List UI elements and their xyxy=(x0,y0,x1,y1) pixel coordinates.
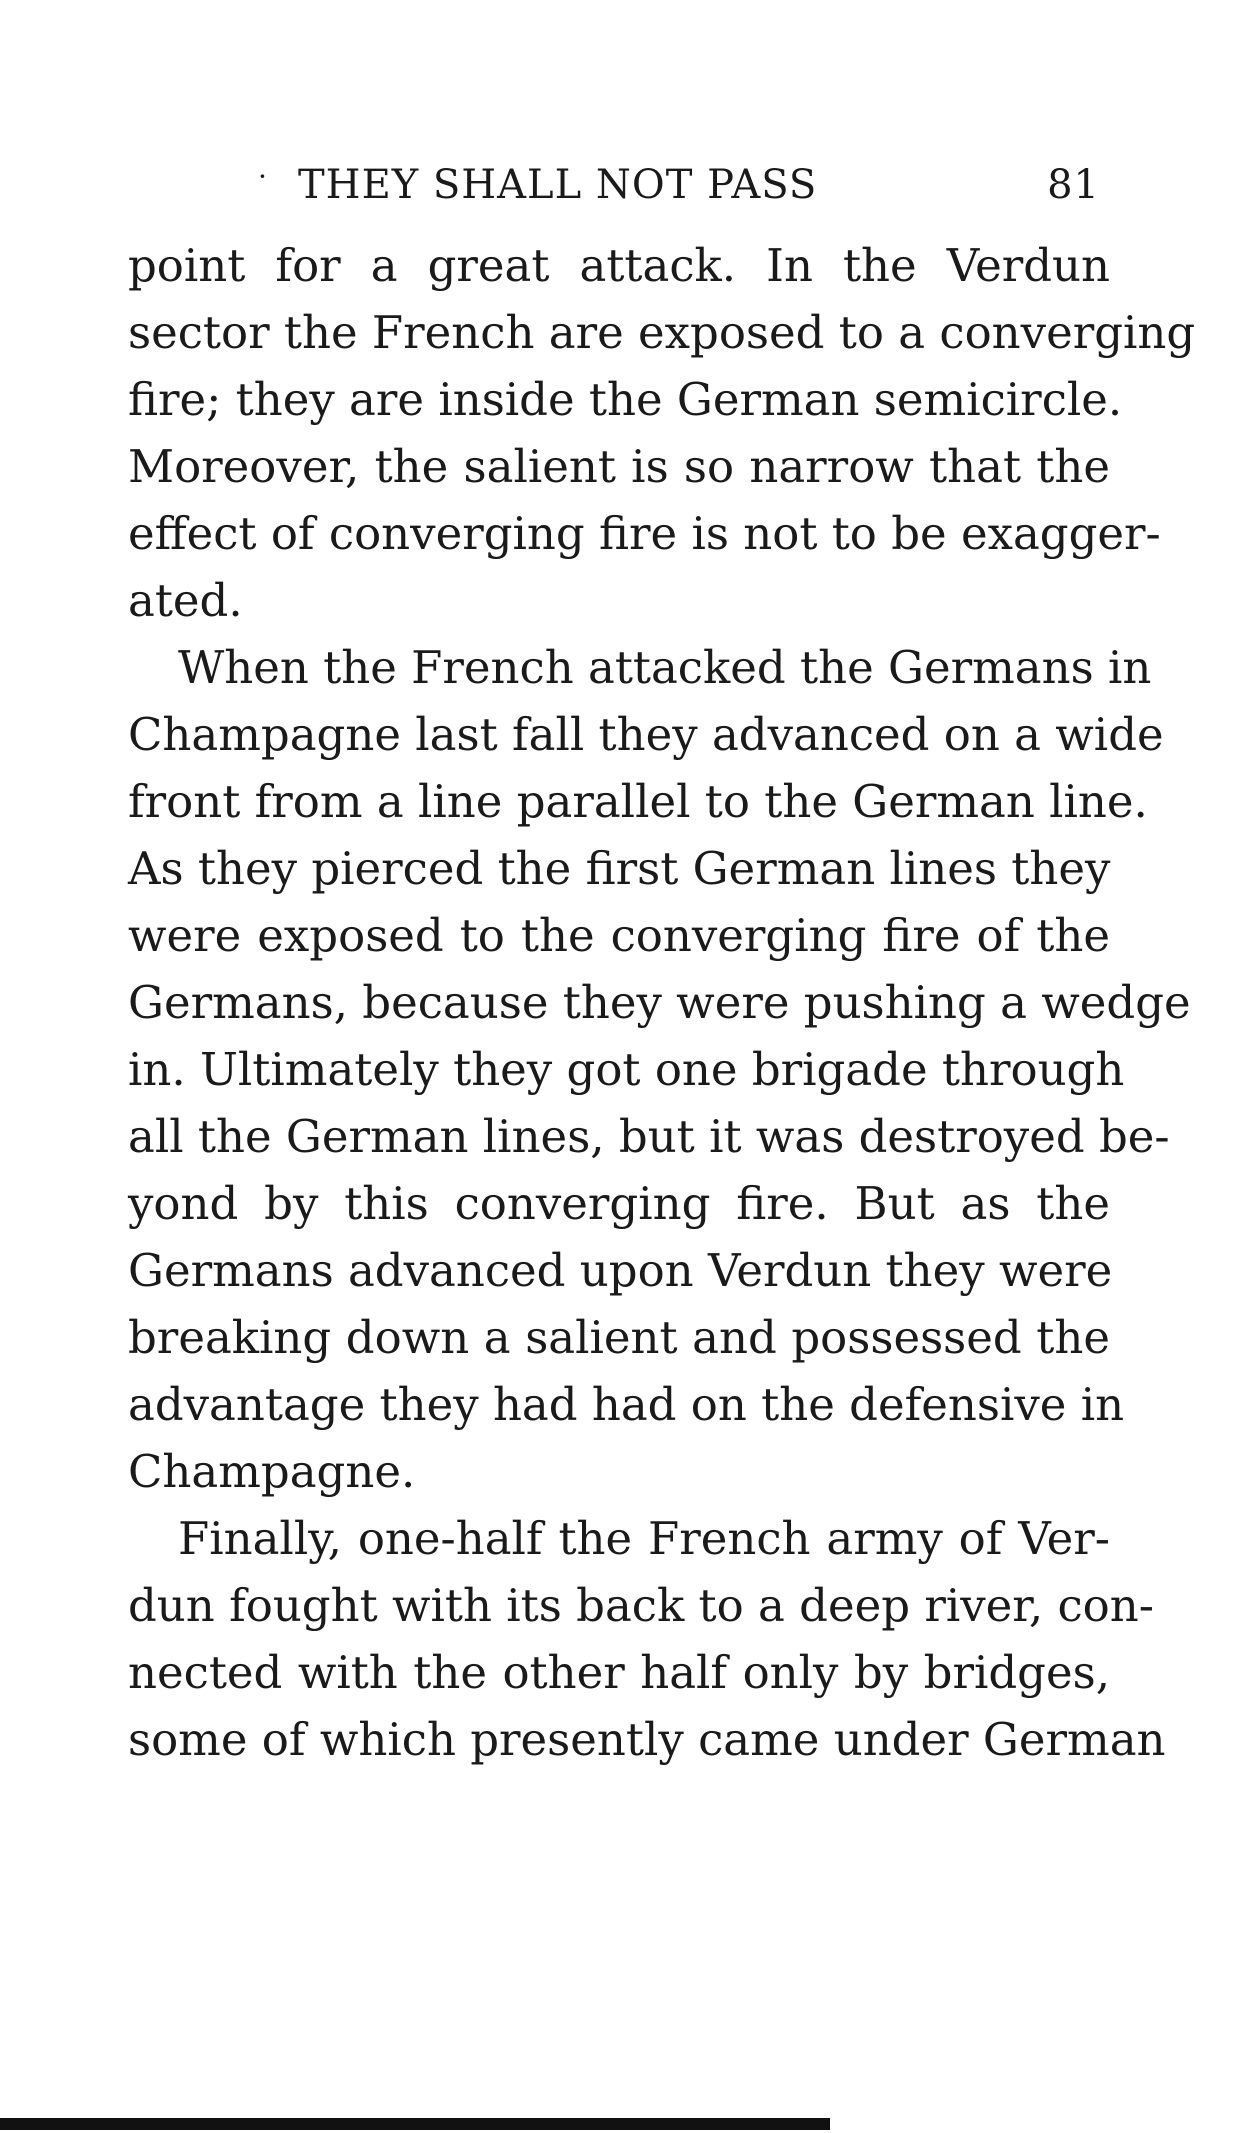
text-line: Moreover, the salient is so narrow that the xyxy=(128,440,1110,493)
running-head xyxy=(128,150,1110,220)
text-line: advantage they had had on the defensive in xyxy=(128,1378,1125,1431)
text-line: When the French attacked the Germans in xyxy=(178,641,1152,694)
text-line: front from a line parallel to the German line. xyxy=(128,775,1148,828)
text-line: breaking down a salient and possessed the xyxy=(128,1311,1110,1364)
text-line: point for a great attack. In the Verdun xyxy=(128,239,1110,292)
page-content xyxy=(128,150,1196,1773)
page-number: 81 xyxy=(1047,162,1100,208)
header-mark: · xyxy=(258,160,268,193)
text-line: nected with the other half only by bridges, xyxy=(128,1646,1110,1699)
text-line: some of which presently came under German xyxy=(128,1713,1166,1766)
text-line: effect of converging fire is not to be exagger- xyxy=(128,507,1161,560)
text-line: Germans advanced upon Verdun they were xyxy=(128,1244,1113,1297)
text-line: As they pierced the first German lines they xyxy=(128,842,1111,895)
text-line: ated. xyxy=(128,574,243,627)
text-line: Finally, one-half the French army of Ver- xyxy=(178,1512,1110,1565)
text-line: dun fought with its back to a deep river, con- xyxy=(128,1579,1154,1632)
bottom-rule xyxy=(0,2118,830,2130)
body-text xyxy=(128,232,1196,1773)
text-line: in. Ultimately they got one brigade through xyxy=(128,1043,1125,1096)
text-line: Champagne. xyxy=(128,1445,416,1498)
text-line: Champagne last fall they advanced on a wide xyxy=(128,708,1164,761)
text-line: sector the French are exposed to a converging xyxy=(128,306,1196,359)
text-line: yond by this converging fire. But as the xyxy=(128,1177,1110,1230)
text-line: were exposed to the converging fire of the xyxy=(128,909,1110,962)
text-line: all the German lines, but it was destroyed be- xyxy=(128,1110,1170,1163)
text-line: fire; they are inside the German semicircle. xyxy=(128,373,1123,426)
text-line: Germans, because they were pushing a wedge xyxy=(128,976,1191,1029)
running-title: THEY SHALL NOT PASS xyxy=(298,162,818,208)
